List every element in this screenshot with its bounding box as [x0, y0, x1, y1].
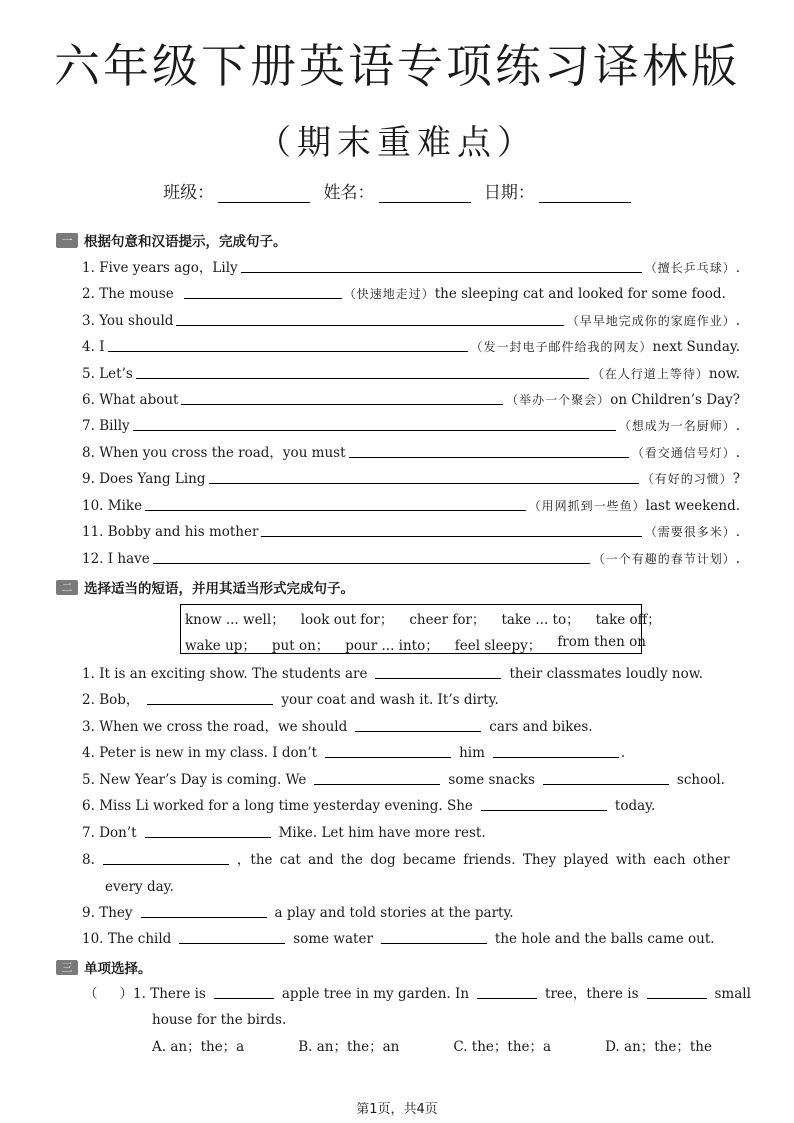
- question-text: Mike: [107, 498, 143, 514]
- question-number: 3.: [82, 719, 95, 735]
- question-number: 2.: [82, 692, 95, 708]
- s2-question-5: [82, 770, 740, 788]
- page-footer: 第1页，共4页: [356, 1102, 438, 1117]
- section-1-header: [56, 230, 287, 250]
- s1-question-2: [82, 284, 740, 302]
- s1-question-7: [82, 416, 740, 434]
- option-a[interactable]: A. an；the；a: [152, 1039, 245, 1055]
- answer-blank[interactable]: [108, 350, 468, 352]
- phrase-item: know ... well；: [185, 612, 285, 628]
- question-number: 3.: [82, 313, 95, 329]
- phrase-item: pour ... into；: [345, 638, 439, 654]
- question-text: your coat and wash it. It’s dirty.: [281, 692, 499, 708]
- answer-blank[interactable]: [181, 403, 503, 405]
- question-end: .: [735, 313, 740, 329]
- question-text: tree，there is: [545, 986, 639, 1002]
- name-blank[interactable]: [379, 186, 471, 203]
- answer-blank[interactable]: [103, 863, 229, 865]
- class-blank[interactable]: [218, 186, 310, 203]
- question-text: some water: [293, 931, 373, 947]
- question-text: cars and bikes.: [489, 719, 593, 735]
- answer-blank[interactable]: [133, 429, 616, 431]
- chinese-hint: （举办一个聚会）: [506, 393, 611, 407]
- question-end: .: [735, 551, 740, 567]
- question-text: him: [459, 745, 485, 761]
- phrase-item: feel sleepy；: [454, 638, 542, 654]
- question-end: .: [735, 445, 740, 461]
- answer-blank[interactable]: [145, 509, 526, 511]
- s2-question-4: [82, 743, 740, 761]
- answer-blank[interactable]: [477, 997, 537, 999]
- answer-blank[interactable]: [325, 756, 451, 758]
- s2-question-2: [82, 690, 740, 708]
- s1-question-4: [82, 337, 740, 355]
- question-number: 6.: [82, 798, 95, 814]
- answer-blank[interactable]: [261, 535, 641, 537]
- option-c[interactable]: C. the；the；a: [453, 1039, 552, 1055]
- page-subtitle: （期末重难点）: [257, 123, 537, 163]
- question-text: a play and told stories at the party.: [274, 905, 514, 921]
- question-end: on Children’s Day?: [610, 392, 740, 408]
- s1-question-10: [82, 496, 740, 514]
- question-number: 8.: [82, 445, 95, 461]
- answer-blank[interactable]: [647, 997, 707, 999]
- date-label: 日期：: [483, 183, 535, 203]
- question-text: school.: [676, 772, 725, 788]
- student-info-row: [0, 178, 794, 203]
- s2-question-7: [82, 823, 740, 841]
- s1-question-5: [82, 364, 740, 382]
- section-3-badge: 三: [56, 960, 78, 975]
- s2-question-8: [82, 850, 740, 868]
- answer-blank[interactable]: [355, 730, 481, 732]
- question-text: house for the birds.: [152, 1012, 287, 1028]
- answer-blank[interactable]: [314, 783, 440, 785]
- question-text: the hole and the balls came out.: [494, 931, 715, 947]
- answer-blank[interactable]: [543, 783, 669, 785]
- question-text: Five years ago，Lily: [99, 260, 238, 276]
- date-blank[interactable]: [539, 186, 631, 203]
- question-end: last weekend.: [645, 498, 740, 514]
- s3-question-1-options: [152, 1037, 712, 1055]
- answer-blank[interactable]: [176, 324, 563, 326]
- question-number: 5.: [82, 772, 95, 788]
- date-field: [484, 178, 631, 203]
- class-field: [163, 178, 310, 203]
- question-text: small: [714, 986, 751, 1002]
- option-d[interactable]: D. an；the；the: [605, 1039, 712, 1055]
- question-end: next Sunday.: [652, 339, 740, 355]
- question-number: 9.: [82, 905, 95, 921]
- phrase-item: from then on: [557, 634, 646, 650]
- question-text: their classmates loudly now.: [509, 666, 703, 682]
- answer-blank[interactable]: [209, 482, 639, 484]
- s2-question-9: [82, 903, 740, 921]
- question-text: Bobby and his mother: [107, 524, 259, 540]
- chinese-hint: （擅长乒乓球）: [644, 261, 736, 275]
- question-text: The mouse: [99, 286, 174, 302]
- question-number: 1.: [82, 666, 95, 682]
- answer-blank[interactable]: [349, 456, 629, 458]
- phrase-bank: [180, 604, 661, 654]
- s2-question-6: [82, 796, 740, 814]
- question-end: .: [735, 418, 740, 434]
- question-number: 2.: [82, 286, 95, 302]
- question-number: 4.: [82, 745, 95, 761]
- question-number: 9.: [82, 471, 95, 487]
- chinese-hint: （在人行道上等待）: [591, 367, 709, 381]
- answer-blank[interactable]: [214, 997, 274, 999]
- answer-blank[interactable]: [141, 916, 267, 918]
- phrase-item: take off；: [595, 612, 661, 628]
- phrase-item: wake up；: [185, 638, 256, 654]
- question-number: 8.: [82, 852, 95, 868]
- chinese-hint: （需要很多米）: [644, 525, 736, 539]
- question-text: Peter is new in my class. I don’t: [99, 745, 318, 761]
- question-text: When we cross the road，we should: [99, 719, 348, 735]
- question-text: What about: [99, 392, 179, 408]
- answer-blank[interactable]: [381, 942, 487, 944]
- s1-question-12: [82, 549, 740, 567]
- answer-blank[interactable]: [493, 756, 619, 758]
- chinese-hint: （一个有趣的春节计划）: [592, 552, 736, 566]
- s1-question-6: [82, 390, 740, 408]
- phrase-bank-row-1: [185, 608, 677, 628]
- chinese-hint: （发一封电子邮件给我的网友）: [470, 340, 653, 354]
- question-text: Does Yang Ling: [99, 471, 206, 487]
- s1-question-3: [82, 311, 740, 329]
- section-2-header: [56, 577, 354, 597]
- question-text: I have: [107, 551, 150, 567]
- chinese-hint: （有好的习惯）: [641, 472, 733, 486]
- chinese-hint: （看交通信号灯）: [631, 446, 736, 460]
- s1-question-11: [82, 522, 740, 540]
- s2-question-1: [82, 664, 740, 682]
- phrase-item: cheer for；: [409, 612, 486, 628]
- question-end: ?: [732, 471, 740, 487]
- s1-question-8: [82, 443, 740, 461]
- s3-question-1-cont: [152, 1010, 794, 1028]
- question-text: Billy: [99, 418, 130, 434]
- s2-question-8-cont: [105, 877, 763, 895]
- question-number: 10.: [82, 498, 104, 514]
- phrase-item: look out for；: [300, 612, 394, 628]
- chinese-hint: （早早地完成你的家庭作业）: [566, 314, 736, 328]
- s2-question-10: [82, 929, 740, 947]
- name-label: 姓名：: [323, 183, 375, 203]
- answer-blank[interactable]: [184, 297, 342, 299]
- section-1-title: 根据句意和汉语提示，完成句子。: [84, 234, 287, 250]
- page-title: 六年级下册英语专项练习译林版: [54, 39, 740, 93]
- s1-question-9: [82, 469, 740, 487]
- question-end: .: [735, 524, 740, 540]
- phrase-item: take ... to；: [501, 612, 580, 628]
- question-text: today.: [614, 798, 656, 814]
- question-number: 10.: [82, 931, 104, 947]
- question-end: .: [735, 260, 740, 276]
- question-text: When you cross the road，you must: [99, 445, 346, 461]
- question-number: 11.: [82, 524, 104, 540]
- chinese-hint: （快速地走过）: [343, 287, 435, 301]
- section-3-header: [56, 957, 152, 977]
- question-text: It is an exciting show. The students are: [99, 666, 368, 682]
- question-text: New Year’s Day is coming. We: [99, 772, 307, 788]
- answer-blank[interactable]: [375, 677, 501, 679]
- section-2-badge: 二: [56, 580, 78, 595]
- question-number: 7.: [82, 418, 95, 434]
- question-text: I: [99, 339, 105, 355]
- question-number: 6.: [82, 392, 95, 408]
- question-text: They: [99, 905, 133, 921]
- question-text: .: [620, 745, 626, 761]
- answer-bracket-open: （: [84, 986, 98, 1002]
- section-3-title: 单项选择。: [84, 961, 152, 977]
- chinese-hint: （想成为一名厨师）: [618, 419, 736, 433]
- question-end: now.: [708, 366, 740, 382]
- question-text: Bob，: [99, 692, 140, 708]
- question-text: Miss Li worked for a long time yesterday evening. She: [99, 798, 473, 814]
- question-text: apple tree in my garden. In: [281, 986, 470, 1002]
- question-text: You should: [99, 313, 174, 329]
- answer-blank[interactable]: [145, 836, 271, 838]
- answer-blank[interactable]: [147, 703, 273, 705]
- answer-blank[interactable]: [481, 809, 607, 811]
- question-text: Let’s: [99, 366, 133, 382]
- class-label: 班级：: [163, 183, 215, 203]
- question-text: The child: [107, 931, 172, 947]
- question-text: some snacks: [448, 772, 535, 788]
- name-field: [324, 178, 471, 203]
- question-number: 4.: [82, 339, 95, 355]
- question-text: Don’t: [99, 825, 137, 841]
- answer-bracket-close: ）: [119, 986, 133, 1002]
- question-number: 1.: [82, 260, 95, 276]
- answer-blank[interactable]: [136, 377, 589, 379]
- question-text: ，the cat and the dog became friends. They played with each other: [236, 852, 730, 868]
- phrase-bank-row-2: [185, 634, 662, 654]
- phrase-item: put on；: [271, 638, 330, 654]
- question-text: There is: [150, 986, 206, 1002]
- s3-question-1: [84, 984, 751, 1002]
- question-end: the sleeping cat and looked for some food.: [434, 286, 726, 302]
- s1-question-1: [82, 258, 740, 276]
- question-number: 7.: [82, 825, 95, 841]
- question-number: 5.: [82, 366, 95, 382]
- answer-blank[interactable]: [179, 942, 285, 944]
- question-text: every day.: [105, 879, 174, 895]
- chinese-hint: （用网抓到一些鱼）: [528, 499, 646, 513]
- s2-question-3: [82, 717, 740, 735]
- section-1-badge: 一: [56, 233, 78, 248]
- answer-blank[interactable]: [241, 271, 642, 273]
- question-text: Mike. Let him have more rest.: [278, 825, 486, 841]
- option-b[interactable]: B. an；the；an: [298, 1039, 400, 1055]
- section-2-title: 选择适当的短语，并用其适当形式完成句子。: [84, 581, 354, 597]
- question-number: 1.: [133, 986, 146, 1002]
- answer-blank[interactable]: [153, 562, 590, 564]
- question-number: 12.: [82, 551, 104, 567]
